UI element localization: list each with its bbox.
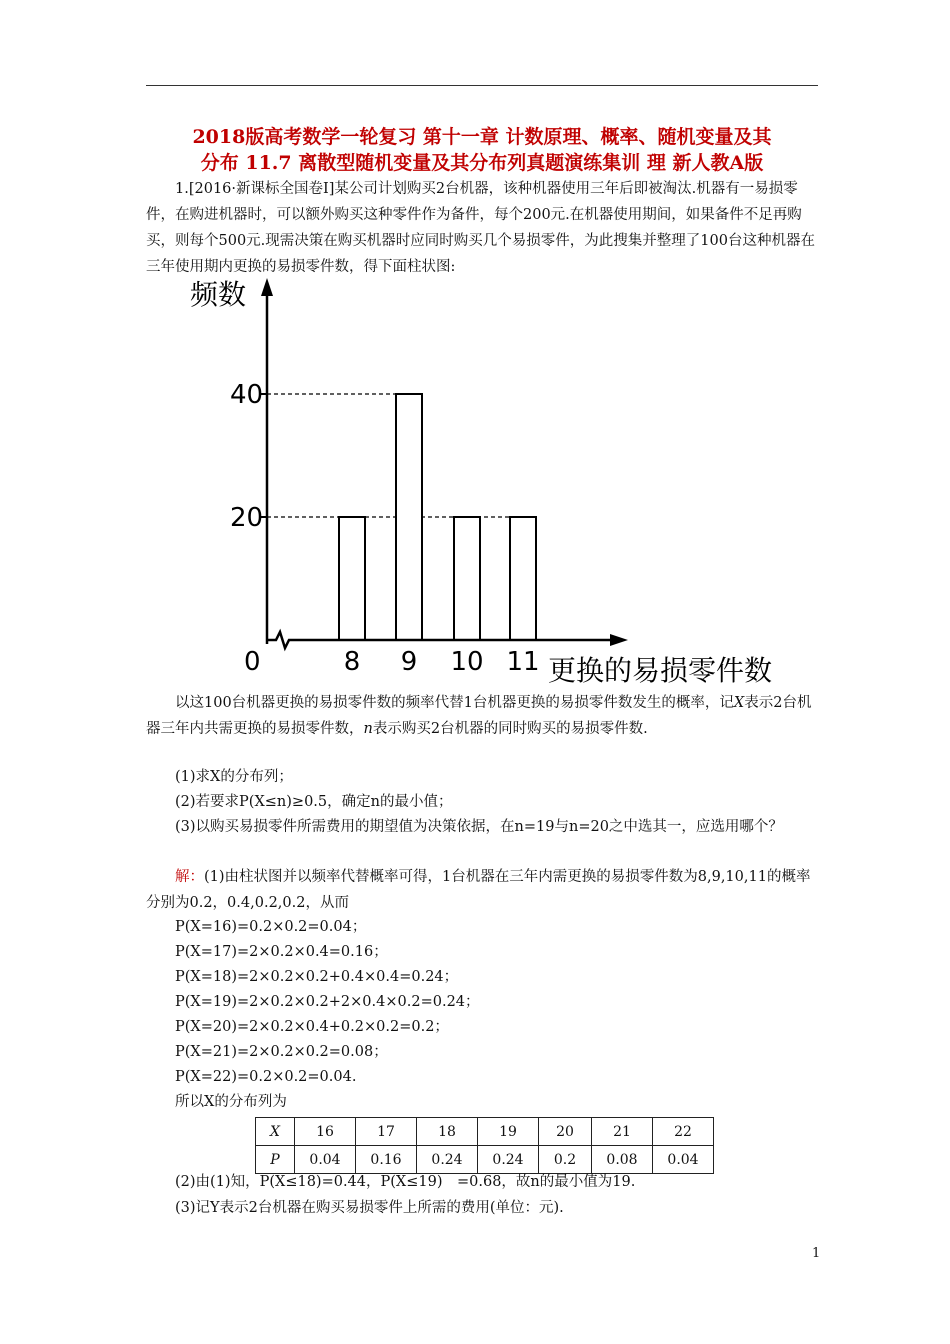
table-cell: 19: [478, 1118, 539, 1146]
bar-chart: [182, 272, 842, 692]
table-cell: 21: [592, 1118, 653, 1146]
doc-title-line2: 分布 11.7 离散型随机变量及其分布列真题演练集训 理 新人教A版: [200, 152, 764, 174]
distribution-intro: 所以X的分布列为: [175, 1094, 287, 1110]
solution-s1: (1)由柱状图并以频率代替概率可得，1台机器在三年内需更换的易损零件数为8,9,10,11的概率分别为0.2，0.4,0.2,0.2，从而: [146, 869, 811, 911]
y-tick-label: 40: [230, 380, 264, 410]
solution-label: 解：: [175, 869, 204, 885]
bar-8: [339, 517, 365, 640]
bar-9: [396, 394, 422, 640]
solution-part1: [146, 864, 818, 916]
table-header-x: X: [256, 1118, 295, 1146]
problem-intro: 1.[2016·新课标全国卷Ⅰ]某公司计划购买2台机器，该种机器使用三年后即被淘汰.机器有一易损零件，在购进机器时，可以额外购买这种零件作为备件，每个200元.在机器使用期间，如果备件不足再购买，则每个500元.现需决策在购买机器时应同时购买几个易损零件，为此搜集并整理了100台这种机器在三年使用期内更换的易损零件数，得下面柱状图:: [146, 181, 815, 275]
x-tick-label: 8: [343, 647, 361, 677]
table-cell: 17: [356, 1118, 417, 1146]
table-cell: 18: [417, 1118, 478, 1146]
var-x: X: [733, 695, 745, 711]
y-axis-arrow-icon: [261, 278, 273, 296]
equation-line: P(X=19)=2×0.2×0.2+2×0.4×0.2=0.24；: [175, 994, 480, 1010]
table-row: [256, 1118, 714, 1146]
table-header-p: P: [256, 1146, 295, 1174]
x-tick-label: 11: [506, 647, 540, 677]
table-cell: 0.24: [478, 1146, 539, 1174]
table-cell: 0.04: [295, 1146, 356, 1174]
table-cell: 0.08: [592, 1146, 653, 1174]
x-tick-labels: [344, 647, 540, 677]
table-cell: 0.04: [653, 1146, 714, 1174]
question-3: (3)以购买易损零件所需费用的期望值为决策依据，在n=19与n=20之中选其一，应选用哪个？: [175, 819, 783, 835]
bar-10: [454, 517, 480, 640]
var-n: n: [363, 721, 373, 737]
distribution-table: [255, 1117, 714, 1174]
para2-text-a: 以这100台机器更换的易损零件数的频率代替1台机器更换的易损零件数发生的概率，记: [175, 695, 734, 711]
equation-line: P(X=17)=2×0.2×0.4=0.16；: [175, 944, 388, 960]
table-cell: 0.2: [539, 1146, 592, 1174]
solution-part3: (3)记Y表示2台机器在购买易损零件上所需的费用(单位：元).: [175, 1200, 564, 1216]
table-cell: 0.16: [356, 1146, 417, 1174]
question-1: (1)求X的分布列；: [175, 769, 293, 785]
x-axis-arrow-icon: [610, 634, 628, 646]
equation-line: P(X=21)=2×0.2×0.2=0.08；: [175, 1044, 388, 1060]
x-axis: [267, 632, 618, 648]
table-cell: 22: [653, 1118, 714, 1146]
bar-11: [510, 517, 536, 640]
x-tick-label: 9: [400, 647, 418, 677]
table-cell: 16: [295, 1118, 356, 1146]
question-2: (2)若要求P(X≤n)≥0.5，确定n的最小值；: [175, 794, 453, 810]
equation-line: P(X=22)=0.2×0.2=0.04.: [175, 1069, 357, 1085]
para2-text-b: 表示2台机器三年内共需更换的易损零件数，: [146, 695, 812, 737]
table-cell: 20: [539, 1118, 592, 1146]
table-cell: 0.24: [417, 1146, 478, 1174]
origin-label: 0: [244, 647, 261, 677]
problem-para2: [146, 690, 818, 742]
chart-ylabel: 频数: [190, 278, 247, 311]
equation-line: P(X=18)=2×0.2×0.2+0.4×0.4=0.24；: [175, 969, 459, 985]
equation-line: P(X=20)=2×0.2×0.4+0.2×0.2=0.2；: [175, 1019, 449, 1035]
equation-line: P(X=16)=0.2×0.2=0.04；: [175, 919, 367, 935]
header-rule: [146, 85, 818, 86]
y-tick-label: 20: [230, 503, 264, 533]
x-tick-label: 10: [450, 647, 484, 677]
chart-xlabel: 更换的易损零件数: [548, 654, 773, 687]
page-number: 1: [812, 1246, 821, 1261]
solution-part2: (2)由(1)知，P(X≤18)=0.44，P(X≤19) =0.68，故n的最小值为19.: [175, 1174, 636, 1190]
doc-title-line1: 2018版高考数学一轮复习 第十一章 计数原理、概率、随机变量及其: [192, 126, 772, 148]
para2-text-c: 表示购买2台机器的同时购买的易损零件数.: [372, 721, 648, 737]
